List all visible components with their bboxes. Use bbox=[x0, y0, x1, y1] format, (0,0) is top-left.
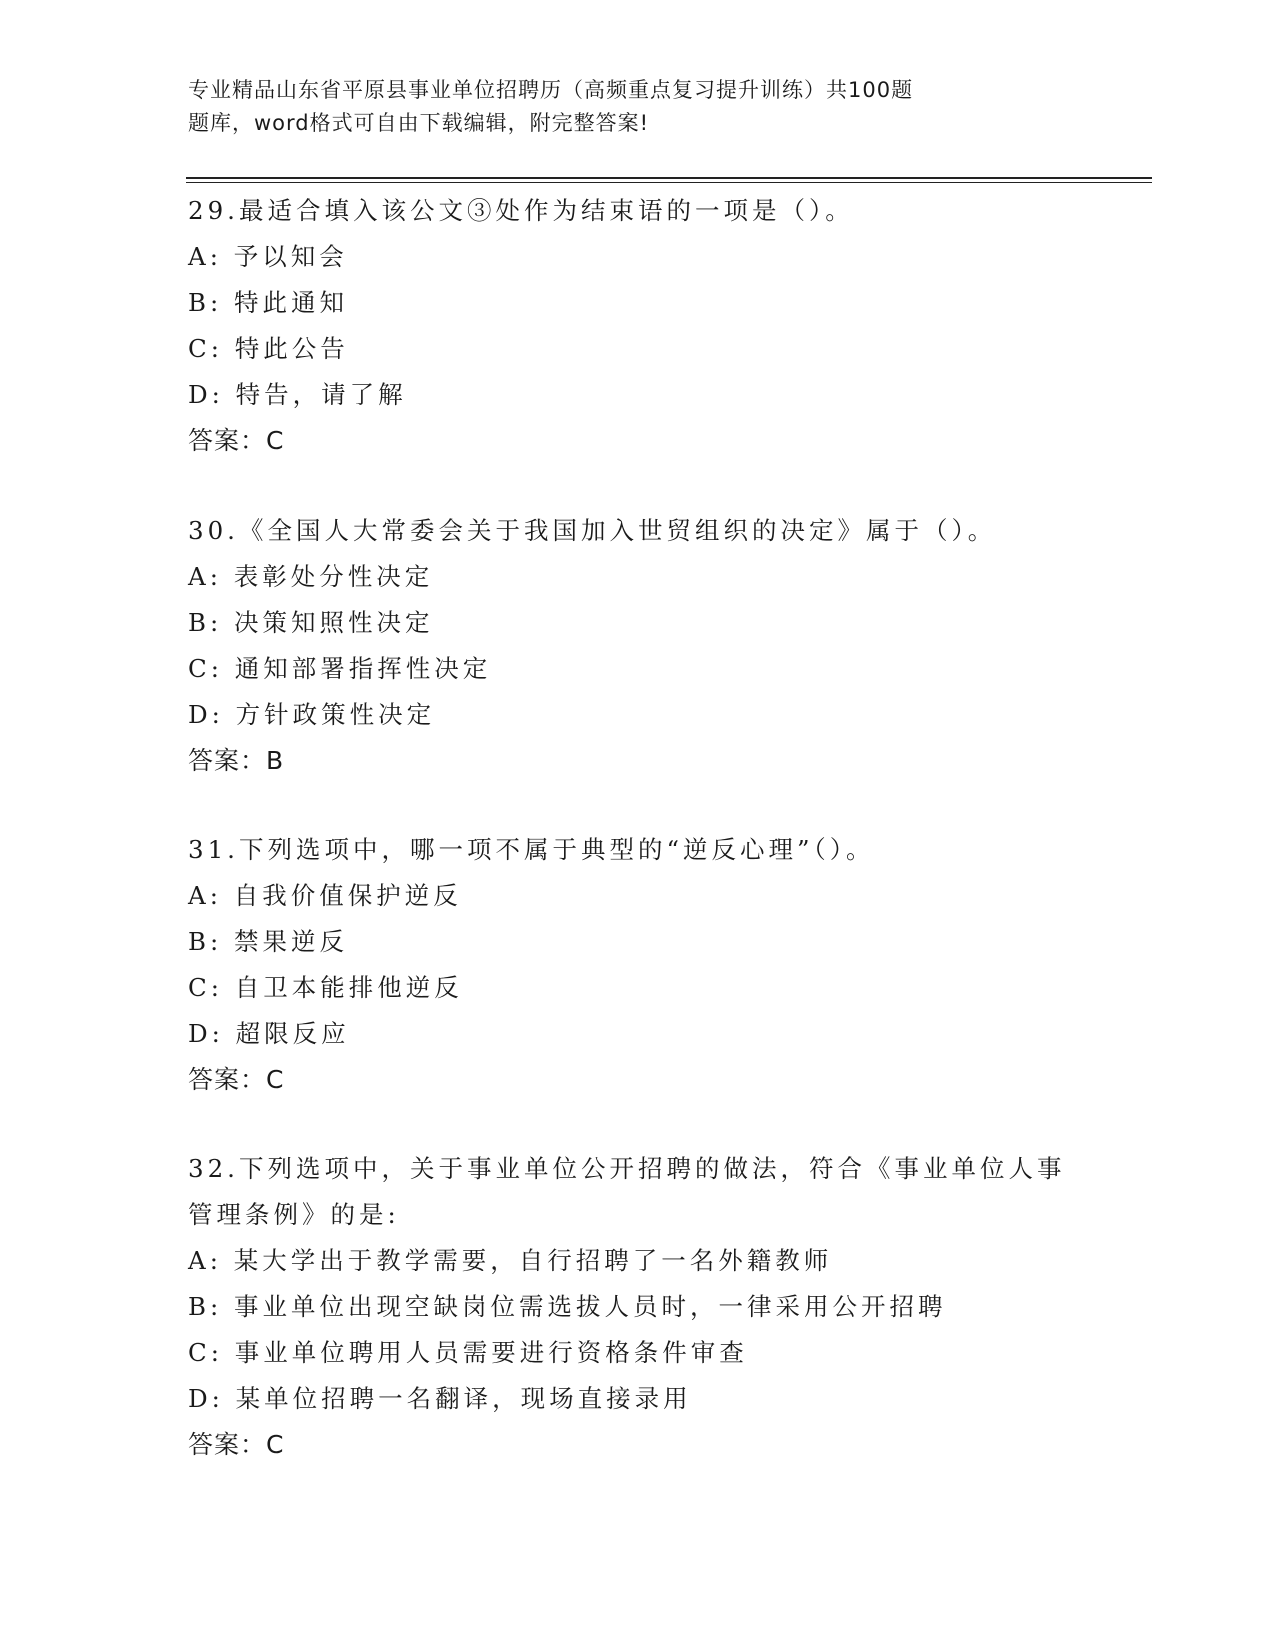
option-b: B: 特此通知 bbox=[188, 288, 349, 317]
option-a: A: 予以知会 bbox=[188, 242, 348, 271]
option-d: D: 某单位招聘一名翻译，现场直接录用 bbox=[188, 1384, 692, 1413]
option-b: B: 事业单位出现空缺岗位需选拔人员时，一律采用公开招聘 bbox=[188, 1292, 947, 1321]
header-line: 题库，word格式可自由下载编辑，附完整答案! bbox=[188, 111, 650, 135]
answer-text: 答案：C bbox=[188, 426, 285, 455]
answer-text: 答案：B bbox=[188, 746, 285, 775]
option-d: D: 超限反应 bbox=[188, 1019, 350, 1048]
question-stem: 32.下列选项中，关于事业单位公开招聘的做法，符合《事业单位人事 bbox=[188, 1154, 1066, 1183]
option-a: A: 表彰处分性决定 bbox=[188, 562, 434, 591]
question-29 bbox=[188, 188, 1088, 464]
option-d: D: 特告，请了解 bbox=[188, 380, 407, 409]
option-c: C: 通知部署指挥性决定 bbox=[188, 654, 492, 683]
question-32 bbox=[188, 1146, 1088, 1468]
header-divider bbox=[186, 182, 1152, 183]
question-stem-continued: 管理条例》的是: bbox=[188, 1200, 400, 1229]
option-c: C: 事业单位聘用人员需要进行资格条件审查 bbox=[188, 1338, 748, 1367]
option-a: A: 某大学出于教学需要，自行招聘了一名外籍教师 bbox=[188, 1246, 833, 1275]
option-b: B: 禁果逆反 bbox=[188, 927, 349, 956]
option-b: B: 决策知照性决定 bbox=[188, 608, 434, 637]
answer-text: 答案：C bbox=[188, 1430, 285, 1459]
question-stem: 29.最适合填入该公文③处作为结束语的一项是（）。 bbox=[188, 196, 854, 225]
option-d: D: 方针政策性决定 bbox=[188, 700, 436, 729]
question-30 bbox=[188, 508, 1088, 784]
header-line: 专业精品山东省平原县事业单位招聘历（高频重点复习提升训练）共100题 bbox=[188, 78, 914, 102]
header-divider bbox=[186, 177, 1152, 179]
option-c: C: 自卫本能排他逆反 bbox=[188, 973, 463, 1002]
question-stem: 31.下列选项中，哪一项不属于典型的“逆反心理”（）。 bbox=[188, 835, 875, 864]
document-header bbox=[188, 74, 1048, 140]
answer-text: 答案：C bbox=[188, 1065, 285, 1094]
option-c: C: 特此公告 bbox=[188, 334, 349, 363]
question-31 bbox=[188, 827, 1088, 1103]
question-stem: 30.《全国人大常委会关于我国加入世贸组织的决定》属于（）。 bbox=[188, 516, 997, 545]
option-a: A: 自我价值保护逆反 bbox=[188, 881, 462, 910]
